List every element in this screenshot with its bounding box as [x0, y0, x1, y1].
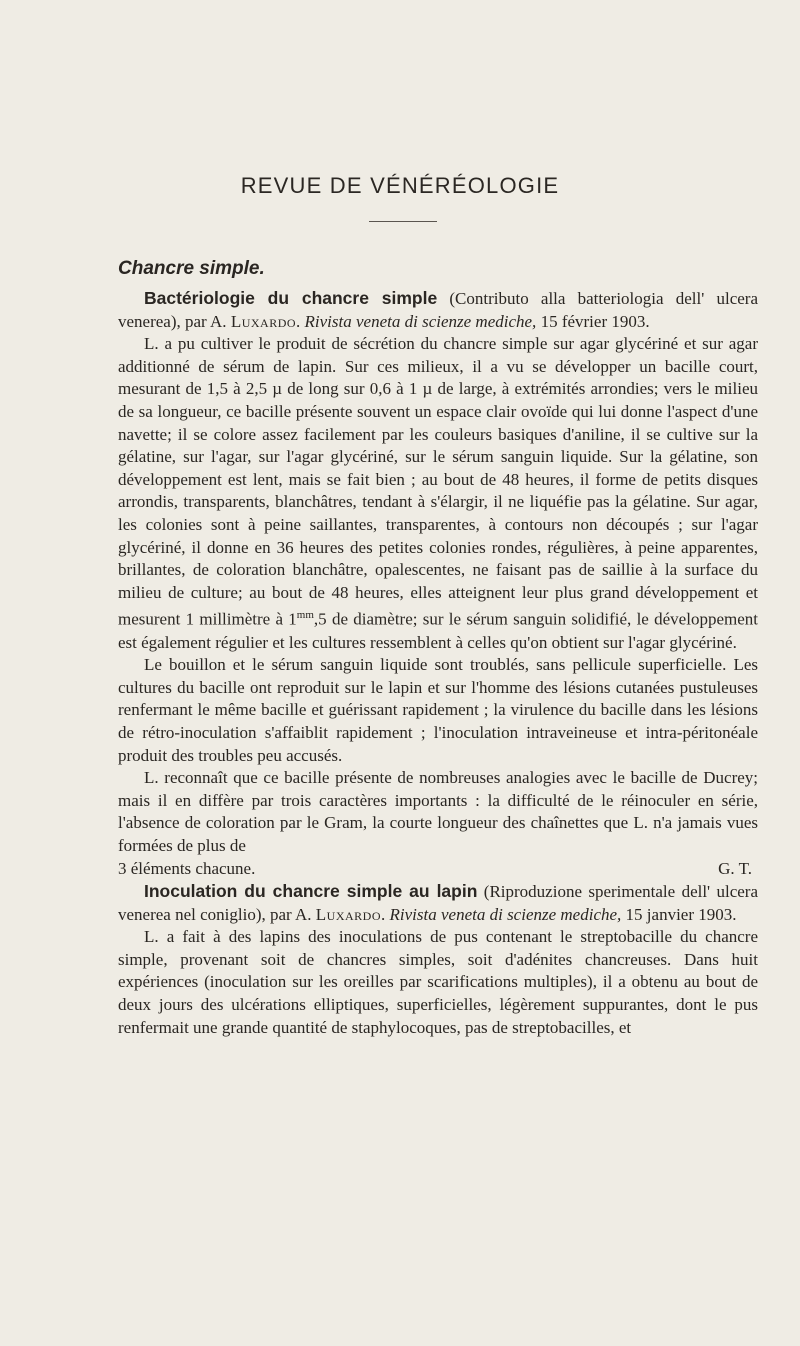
article2-reference [118, 880, 758, 926]
article1-journal: Rivista veneta di scienze mediche, [304, 311, 537, 331]
article1-ref-post: 15 février 1903. [536, 311, 650, 331]
article1-paragraph-2: Le bouillon et le sérum sanguin liquide sont troublés, sans pellicule superficielle. Les cultures du bacille ont reproduit sur le lapin et sur l'homme des lésions cutanées pustuleuses renfermant le même bacille et guérissant rapidement ; la virulence du bacille dans les lésions de rétro-inoculation s'affaiblit rapidement ; l'inoculation intraveineuse et intra-péritonéale produit des troubles peu accusés. [118, 655, 758, 765]
article2-journal: Rivista veneta di scienze mediche, [389, 904, 622, 924]
article1-author: Luxardo [230, 311, 297, 331]
article1-closing-line [118, 858, 758, 881]
article1-paragraph-3: L. reconnaît que ce bacille présente de nombreuses analogies avec le bacille de Ducrey; mais il en diffère par trois caractères importants : la difficulté de le réinoculer en série, l'absence de coloration par le Gram, la courte longueur des chaînettes que L. n'a jamais vues formées de plus de [118, 768, 758, 855]
article1-p1-superscript: mm [296, 609, 314, 622]
article2-ref-post: 15 janvier 1903. [621, 904, 737, 924]
article2-paragraph-1: L. a fait à des lapins des inoculations de pus contenant le streptobacille du chancre simple, provenant soit de chancres simples, soit d'adénites chancreuses. Dans huit expériences (inoculation sur les oreilles par scarifications multiples), il a obtenu au bout de deux jours des ulcérations elliptiques, superficielles, légèrement suppurantes, dont le pus renfermait une grande quantité de staphylocoques, pas de streptobacilles, et [118, 927, 758, 1037]
article2-title: Inoculation du chancre simple au lapin [144, 881, 478, 902]
article2-ref-mid: . [381, 904, 390, 924]
article1-paragraph-1 [118, 333, 758, 654]
section-heading: Chancre simple. [118, 258, 265, 279]
article1-p1-end: ,5 de diamètre; sur le sérum sanguin solidifié, le développement est également régulier et les cultures ressemblent à celles qu'on obtient sur l'agar glycériné. [118, 609, 758, 652]
article2-author: Luxardo [315, 904, 382, 924]
article1-p1-text: L. a pu cultiver le produit de sécrétion du chancre simple sur agar glycériné et sur agar additionné de sérum de lapin. Sur ces milieux, il a vu se développer un bacille court, mesurant de 1,5 à 2,5 µ de long sur 0,6 à 1 µ de large, à extrémités arrondies; vers le milieu de sa longueur, ce bacille présente souvent un espace clair ovoïde qui lui donne l'aspect d'une navette; il se colore assez facilement par les couleurs basiques d'aniline, il se cultive sur la gélatine, sur l'agar, sur l'agar glycériné, sur le sérum sanguin liquide. Sur la gélatine, son développement est lent, mais se fait bien ; au bout de 48 heures, il forme de petits disques arrondis, transparents, blanchâtres, tendant à s'élargir, il ne liquéfie pas la gélatine. Sur agar, les colonies sont à peine saillantes, transparentes, à contours non découpés ; sur l'agar glycériné, il donne en 36 heures des petites colonies rondes, régulières, à peine apparentes, brillantes, de coloration blanchâtre, opalescentes, ne faisant pas de saillie à la surface du milieu de culture; au bout de 48 heures, elles atteignent leur plus grand développement et mesurent 1 millimètre à 1 [118, 334, 758, 629]
body-text [118, 256, 758, 1039]
header-rule [369, 221, 437, 222]
article1-reference [118, 287, 758, 333]
article1-p3-last: 3 éléments chacune. [118, 858, 256, 878]
article1-title: Bactériologie du chancre simple [144, 288, 438, 308]
article1-signature: G. T. [718, 858, 752, 878]
running-head: REVUE DE VÉNÉRÉOLOGIE [240, 173, 560, 198]
article1-ref-mid: . [296, 311, 305, 331]
article1-ref-pre: (Contributo alla batteriologia dell' ulcera venerea), par A. [118, 289, 758, 331]
article2-ref-pre: (Riproduzione sperimentale dell' ulcera venerea nel coniglio), par A. [118, 882, 759, 924]
